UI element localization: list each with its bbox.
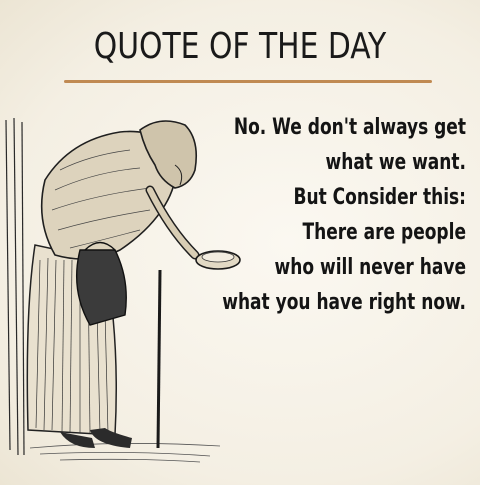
quote-line: what we want. — [325, 150, 466, 175]
quote-line: There are people — [302, 220, 466, 245]
quote-line: No. We don't always get — [233, 115, 466, 140]
cane — [158, 270, 160, 448]
quote-text — [208, 110, 466, 320]
quote-line: But Consider this: — [293, 185, 466, 210]
page-title: QUOTE OF THE DAY — [93, 26, 387, 67]
bag — [77, 250, 127, 325]
quote-line: who will never have — [274, 255, 466, 280]
title-underline — [64, 80, 432, 83]
wall-edge — [6, 118, 24, 455]
quote-line: what you have right now. — [222, 290, 466, 315]
